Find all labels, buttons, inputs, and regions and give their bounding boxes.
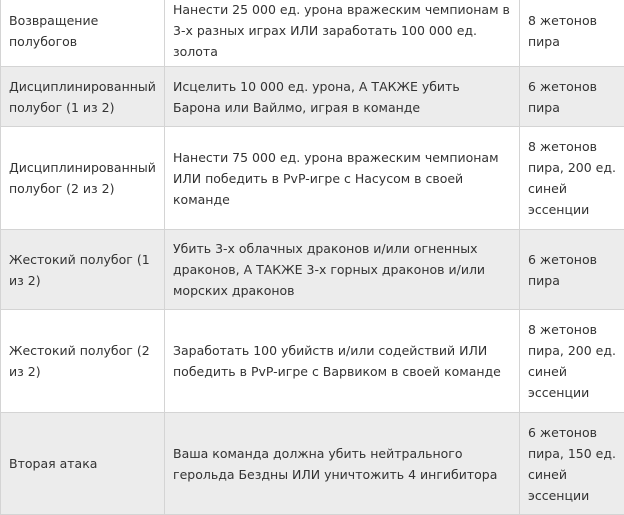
table-row (1, 413, 624, 515)
quest-name: Дисциплинированный полубог (1 из 2) (1, 67, 165, 127)
quest-task: Ваша команда должна убить нейтрального герольда Бездны ИЛИ уничтожить 4 ингибитора (165, 413, 520, 515)
quest-name: Жестокий полубог (1 из 2) (1, 230, 165, 310)
table-row (1, 0, 624, 67)
table-row (1, 127, 624, 230)
quest-name: Жестокий полубог (2 из 2) (1, 310, 165, 413)
quest-task: Исцелить 10 000 ед. урона, А ТАКЖЕ убить Барона или Вайлмо, играя в команде (165, 67, 520, 127)
quest-reward: 8 жетонов пира (520, 0, 624, 67)
quest-reward: 8 жетонов пира, 200 ед. синей эссенции (520, 127, 624, 230)
table-row (1, 67, 624, 127)
quest-task: Убить 3-х облачных драконов и/или огненных драконов, А ТАКЖЕ 3-х горных драконов и/или морских драконов (165, 230, 520, 310)
quest-task: Заработать 100 убийств и/или содействий ИЛИ победить в PvP-игре с Варвиком в своей команде (165, 310, 520, 413)
quest-name: Возвращение полубогов (1, 0, 165, 67)
quest-reward: 6 жетонов пира (520, 230, 624, 310)
quest-task: Нанести 75 000 ед. урона вражеским чемпионам ИЛИ победить в PvP-игре с Насусом в своей команде (165, 127, 520, 230)
quest-reward: 6 жетонов пира (520, 67, 624, 127)
quest-reward: 6 жетонов пира, 150 ед. синей эссенции (520, 413, 624, 515)
table-row (1, 310, 624, 413)
quest-reward: 8 жетонов пира, 200 ед. синей эссенции (520, 310, 624, 413)
quest-name: Дисциплинированный полубог (2 из 2) (1, 127, 165, 230)
table-row (1, 230, 624, 310)
quest-task: Нанести 25 000 ед. урона вражеским чемпионам в 3-х разных играх ИЛИ заработать 100 000 ед. золота (165, 0, 520, 67)
quest-name: Вторая атака (1, 413, 165, 515)
